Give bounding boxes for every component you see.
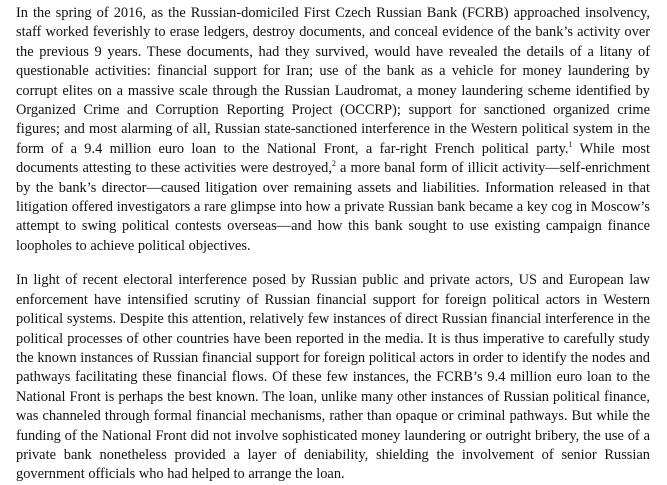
footnote-marker-1: 1 — [568, 140, 573, 150]
footnote-marker-2: 2 — [331, 159, 336, 169]
paragraph-1 — [16, 4, 650, 256]
paragraph-1-text-c: a more banal form of illicit activity—self-enrichment by the bank’s director—caused litigation over remaining assets and liabilities. Information released in that litigation offered investigators a rare glimpse into how a private Russian bank became a key cog in Moscow’s attempt to swing political contests overseas—and how this bank sought to use existing campaign finance loopholes to achieve political objectives. — [16, 160, 650, 254]
document-body — [16, 4, 650, 485]
paragraph-1-text-b: While most documents attesting to these activities were destroyed, — [16, 140, 650, 177]
paragraph-1-text-a: In the spring of 2016, as the Russian-domiciled First Czech Russian Bank (FCRB) approached insolvency, staff worked feverishly to erase ledgers, destroy documents, and conceal evidence of the bank’s activity over the previous 9 years. These documents, had they survived, would have revealed the details of a litany of questionable activities: financial support for Iran; use of the bank as a vehicle for money laundering by corrupt elites on a massive scale through the Russian Laudromat, a money laundering scheme identified by Organized Crime and Corruption Reporting Project (OCCRP); support for sanctioned organized crime figures; and most alarming of all, Russian state-sanctioned interference in the Western political system in the form of a 9.4 million euro loan to the National Front, a far-right French political party. — [16, 5, 650, 157]
paragraph-2: In light of recent electoral interference posed by Russian public and private actors, US and European law enforcement have intensified scrutiny of Russian financial support for foreign political actors in Western political systems. Despite this attention, relatively few instances of direct Russian financial interference in the political processes of other countries have been reported in the media. It is thus imperative to carefully study the known instances of Russian financial support for foreign political actors in order to identify the nodes and pathways facilitating these financial flows. Of these few instances, the FCRB’s 9.4 million euro loan to the National Front is perhaps the best known. The loan, unlike many other instances of Russian political finance, was channeled through formal financial mechanisms, rather than opaque or criminal pathways. But while the funding of the National Front did not involve sophisticated money laundering or outright bribery, the use of a private bank nonetheless provided a layer of deniability, shielding the involvement of senior Russian government officials who had helped to arrange the loan. — [16, 272, 650, 483]
